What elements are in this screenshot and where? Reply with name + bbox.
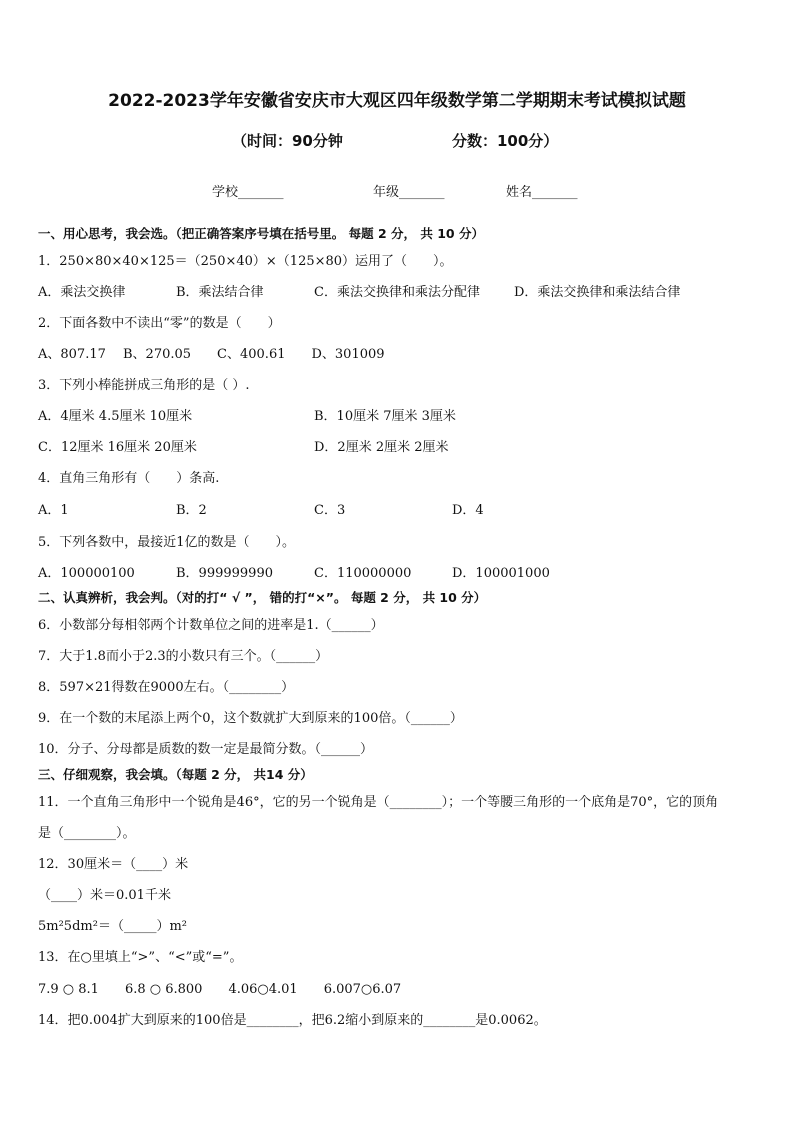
question-5: 5．下列各数中，最接近1亿的数是（ ）。 (38, 535, 296, 550)
question-9: 9．在一个数的末尾添上两个0，这个数就扩大到原来的100倍。（______） (38, 711, 463, 726)
grade-field: 年级_______ (373, 185, 445, 200)
section-3-heading: 三、仔细观察，我会填。（每题 2 分， 共14 分） (38, 767, 313, 782)
q3-option-a: A．4厘米 4.5厘米 10厘米 (38, 409, 193, 424)
question-13: 13．在○里填上“>”、“<”或“=”。 (38, 950, 243, 965)
q1-option-a: A．乘法交换律 (38, 285, 126, 300)
q4-option-a: A．1 (38, 503, 69, 518)
q1-option-b: B．乘法结合律 (176, 285, 264, 300)
q1-option-d: D．乘法交换律和乘法结合律 (514, 285, 681, 300)
question-14: 14．把0.004扩大到原来的100倍是________，把6.2缩小到原来的________是0.0062。 (38, 1013, 547, 1028)
q3-option-c: C．12厘米 16厘米 20厘米 (38, 440, 197, 455)
q2-options: A、807.17 B、270.05 C、400.61 D、301009 (38, 347, 385, 362)
question-12-line-3: 5m²5dm²＝（_____）m² (38, 919, 187, 934)
question-13-items: 7.9 ○ 8.1 6.8 ○ 6.800 4.06○4.01 6.007○6.07 (38, 982, 402, 997)
q5-option-d: D．100001000 (452, 566, 550, 581)
q3-option-d: D．2厘米 2厘米 2厘米 (314, 440, 449, 455)
question-4: 4．直角三角形有（ ）条高. (38, 471, 220, 486)
question-11-line-1: 11．一个直角三角形中一个锐角是46°，它的另一个锐角是（________）；一个等腰三角形的一个底角是70°，它的顶角 (38, 795, 719, 810)
q1-option-c: C．乘法交换律和乘法分配律 (314, 285, 480, 300)
question-11-line-2: 是（________）。 (38, 826, 136, 841)
question-2: 2．下面各数中不读出“零”的数是（ ） (38, 316, 281, 331)
question-7: 7．大于1.8而小于2.3的小数只有三个。（______） (38, 649, 329, 664)
question-3: 3．下列小棒能拼成三角形的是（ ）. (38, 378, 250, 393)
question-12-line-2: （____）米＝0.01千米 (38, 888, 171, 903)
q5-option-c: C．110000000 (314, 566, 412, 581)
q3-option-b: B．10厘米 7厘米 3厘米 (314, 409, 456, 424)
section-1-heading: 一、用心思考，我会选。（把正确答案序号填在括号里。 每题 2 分， 共 10 分） (38, 226, 484, 241)
q4-option-c: C．3 (314, 503, 346, 518)
question-10: 10．分子、分母都是质数的数一定是最简分数。（______） (38, 742, 374, 757)
exam-score: 分数：100分） (452, 132, 559, 150)
q4-option-d: D．4 (452, 503, 484, 518)
question-8: 8．597×21得数在9000左右。（________） (38, 680, 295, 695)
q5-option-b: B．999999990 (176, 566, 273, 581)
q5-option-a: A．100000100 (38, 566, 135, 581)
q4-option-b: B．2 (176, 503, 207, 518)
question-1: 1．250×80×40×125＝（250×40）×（125×80）运用了（ ）。 (38, 254, 453, 269)
question-6: 6．小数部分每相邻两个计数单位之间的进率是1.（______） (38, 618, 384, 633)
question-12-line-1: 12．30厘米＝（____）米 (38, 857, 189, 872)
section-2-heading: 二、认真辨析，我会判。（对的打“ √ ”， 错的打“×”。 每题 2 分， 共 10 分） (38, 590, 487, 605)
page-title: 2022-2023学年安徽省安庆市大观区四年级数学第二学期期末考试模拟试题 (108, 91, 686, 111)
name-field: 姓名_______ (506, 185, 578, 200)
exam-time: （时间：90分钟 (232, 132, 343, 150)
school-field: 学校_______ (212, 185, 284, 200)
